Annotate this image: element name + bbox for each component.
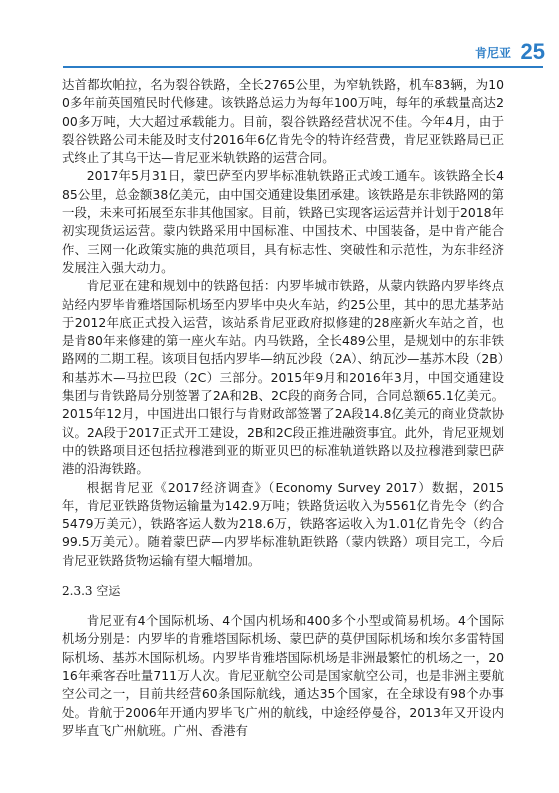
paragraph-railway-continued: 达首都坎帕拉，名为裂谷铁路，全长2765公里，为窄轨铁路，机车83辆，为100多年前英国殖民时代修建。该铁路总运力为每年100万吨，每年的承载量高达200多万吨，大大超过承载能力。目前，裂谷铁路经营状况不佳。今年4月，由于裂谷铁路公司未能及时支付2016年6亿肯先令的特许经营费，肯尼亚铁路局已正式终止了其乌干达—肯尼亚米轨铁路的运营合同。 [62,77,504,166]
running-header-country: 肯尼亚 [474,46,511,60]
page-header [0,0,559,70]
page-body [62,76,504,740]
page-number: 25 [520,39,545,64]
paragraph-airports: 肯尼亚有4个国际机场、4个国内机场和400多个小型或简易机场。4个国际机场分别是：内罗毕的肯雅塔国际机场、蒙巴萨的莫伊国际机场和埃尔多雷特国际机场、基苏木国际机场。内罗毕肯雅塔国际机场是非洲最繁忙的机场之一，2016年乘客吞吐量711万人次。肯尼亚航空公司是国家航空公司，也是非洲主要航空公司之一，目前共经营60条国际航线，通达35个国家，在全球设有98个办事处。肯航于2006年开通内罗毕飞广州的航线，中途经停曼谷，2013年又开设内罗毕直飞广州航班。广州、香港有 [62,613,504,738]
paragraph-railway-statistics: 根据肯尼亚《2017经济调查》（Economy Survey 2017）数据，2015年，肯尼亚铁路货物运输量为142.9万吨；铁路货运收入为5561亿肯先令（约合5479万美元），铁路客运人数为218.6万，铁路客运收入为1.01亿肯先令（约合99.5万美元）。随着蒙巴萨—内罗毕标准轨距铁路（蒙内铁路）项目完工，今后肯尼亚铁路货物运输有望大幅增加。 [62,479,504,568]
paragraph-sgr-opening: 2017年5月31日，蒙巴萨至内罗毕标准轨铁路正式竣工通车。该铁路全长485公里，总金额38亿美元，由中国交通建设集团承建。该铁路是东非铁路网的第一段，未来可拓展至东非其他国家。目前，铁路已实现客运运营并计划于2018年初实现货运运营。蒙内铁路采用中国标准、中国技术、中国装备，是中肯产能合作、三网一化政策实施的典范项目，具有标志性、突破性和示范性，为东非经济发展注入强大动力。 [62,168,504,275]
header-rule [63,66,543,68]
section-heading-air-transport: 2.3.3 空运 [62,584,121,599]
paragraph-planned-railways: 肯尼亚在建和规划中的铁路包括：内罗毕城市铁路，从蒙内铁路内罗毕终点站经内罗毕肯雅塔国际机场至内罗毕中央火车站，约25公里，其中的思尤基茅站于2012年底正式投入运营，该站系肯尼亚政府拟修建的28座新火车站之首，也是肯80年来修建的第一座火车站。内马铁路，全长489公里，是规划中的东非铁路网的二期工程。该项目包括内罗毕—纳瓦沙段（2A）、纳瓦沙—基苏木段（2B）和基苏木—马拉巴段（2C）三部分。2015年9月和2016年3月，中国交通建设集团与肯铁路局分别签署了2A和2B、2C段的商务合同，合同总额65.1亿美元。2015年12月，中国进出口银行与肯财政部签署了2A段14.8亿美元的商业贷款协议。2A段于2017正式开工建设，2B和2C段正推进融资事宜。此外，肯尼亚规划中的铁路项目还包括拉穆港到亚的斯亚贝巴的标准轨道铁路以及拉穆港到蒙巴萨港的沿海铁路。 [62,278,504,477]
